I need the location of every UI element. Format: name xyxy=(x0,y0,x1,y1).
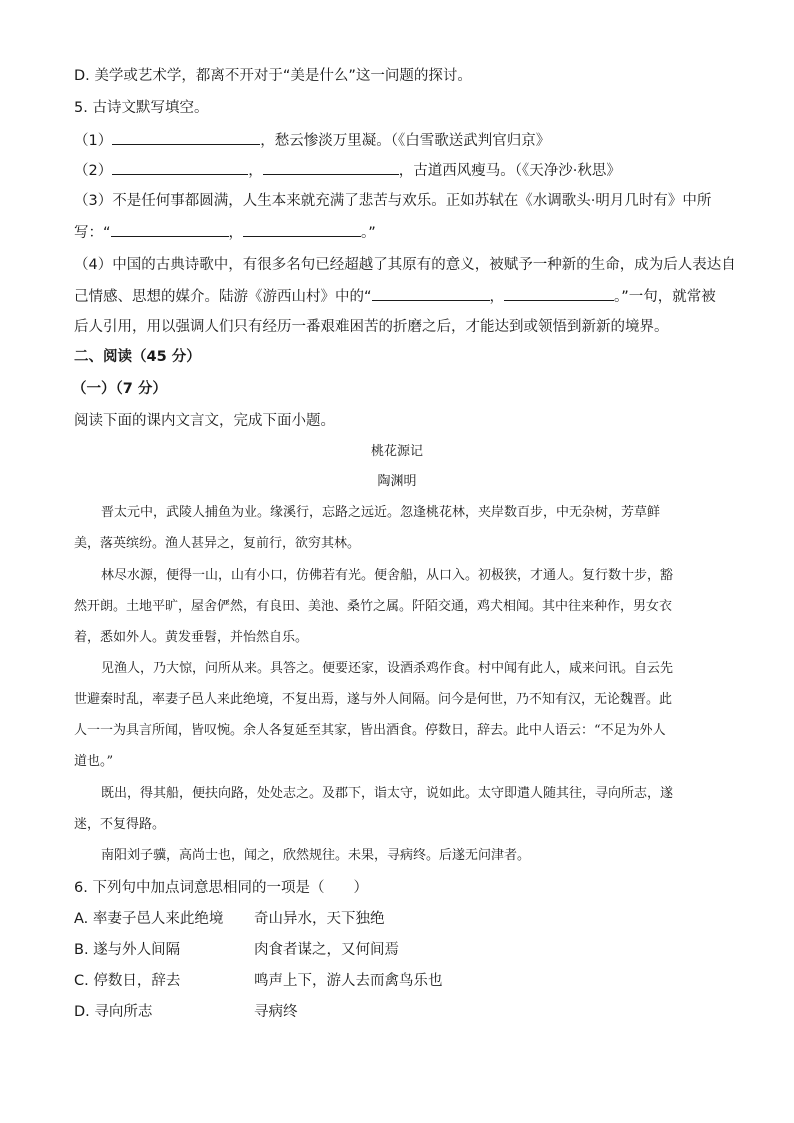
comma: ， xyxy=(228,225,244,241)
passage-line: 然开朗。土地平旷，屋舍俨然，有良田、美池、桑竹之属。阡陌交通，鸡犬相闻。其中往来种作，男女衣 xyxy=(74,599,673,614)
subsection-heading: （一）（7 分） xyxy=(72,381,167,397)
passage-line: 南阳刘子骥，高尚士也，闻之，欣然规往。未果，寻病终。后遂无问津者。 xyxy=(101,848,531,863)
passage-line: 人一一为具言所闻，皆叹惋。余人各复延至其家，皆出酒食。停数日，辞去。此中人语云：“不足为外人 xyxy=(74,723,666,738)
answer-blank[interactable] xyxy=(112,160,248,175)
q6-stem: 6. 下列句中加点词意思相同的一项是（ ） xyxy=(74,880,368,896)
q5-item-3-suffix: 。” xyxy=(361,225,376,241)
q5-item-3-line-1: （3）不是任何事都圆满，人生本来就充满了悲苦与欢乐。正如苏轼在《水调歌头·明月几时有》中所 xyxy=(74,193,712,209)
q5-item-4-line-3: 后人引用，用以强调人们只有经历一番艰难困苦的折磨之后，才能达到或领悟到新新的境界。 xyxy=(74,319,669,335)
option-label: C. 停数日，辞去 xyxy=(74,973,181,989)
option-pair: 肉食者谋之，又何间焉 xyxy=(254,942,399,958)
passage-line: 着，悉如外人。黄发垂髫，并怡然自乐。 xyxy=(74,630,309,645)
passage-line: 既出，得其船，便扶向路，处处志之。及郡下，诣太守，说如此。太守即遣人随其往，寻向所志，遂 xyxy=(101,786,674,801)
passage-line: 道也。” xyxy=(74,754,114,769)
q6-option-b[interactable] xyxy=(74,940,399,960)
option-pair: 鸣声上下，游人去而禽鸟乐也 xyxy=(254,973,443,989)
q5-item-3-prefix: 写：“ xyxy=(74,225,111,241)
option-pair: 寻病终 xyxy=(254,1004,298,1020)
q6-option-c[interactable] xyxy=(74,971,443,991)
q5-item-2 xyxy=(74,160,621,181)
q5-item-1 xyxy=(74,130,550,151)
q5-item-4-suffix: 。”一句，就常被 xyxy=(614,289,716,305)
passage-line: 晋太元中，武陵人捕鱼为业。缘溪行，忘路之远近。忽逢桃花林，夹岸数百步，中无杂树，芳草鲜 xyxy=(101,505,661,520)
option-label: A. 率妻子邑人来此绝境 xyxy=(74,911,224,927)
option-label: D. 寻向所志 xyxy=(74,1004,153,1020)
passage-line: 世避秦时乱，率妻子邑人来此绝境，不复出焉，遂与外人间隔。问今是何世，乃不知有汉，无论魏晋。此 xyxy=(74,692,673,707)
passage-line: 迷，不复得路。 xyxy=(74,817,166,832)
answer-blank[interactable] xyxy=(112,130,260,145)
q5-item-4-prefix: 己情感、思想的媒介。陆游《游西山村》中的“ xyxy=(74,289,372,305)
option-label: B. 遂与外人间隔 xyxy=(74,942,181,958)
q5-item-2-text: ，古道西风瘦马。（《天净沙·秋思》 xyxy=(398,163,621,179)
option-pair: 奇山异水，天下独绝 xyxy=(254,911,385,927)
q4-option-d: D. 美学或艺术学，都离不开对于“美是什么”这一问题的探讨。 xyxy=(74,68,472,84)
reading-instruction: 阅读下面的课内文言文，完成下面小题。 xyxy=(74,413,335,429)
answer-blank[interactable] xyxy=(504,286,614,301)
comma: ， xyxy=(248,163,263,179)
passage-line: 林尽水源，便得一山，山有小口，仿佛若有光。便舍船，从口入。初极狭，才通人。复行数十步，豁 xyxy=(101,568,674,583)
passage-title: 桃花源记 xyxy=(370,444,423,459)
q5-item-4-line-1: （4）中国的古典诗歌中，有很多名句已经超越了其原有的意义，被赋予一种新的生命，成为后人表达自 xyxy=(74,257,736,273)
section-heading: 二、阅读（45 分） xyxy=(74,349,201,365)
q5-item-1-number: （1） xyxy=(74,133,113,149)
q5-item-4-line-2 xyxy=(74,286,716,307)
q6-option-a[interactable] xyxy=(74,909,385,929)
comma: ， xyxy=(489,289,505,305)
answer-blank[interactable] xyxy=(243,222,361,237)
q5-title: 5. 古诗文默写填空。 xyxy=(74,100,209,116)
q5-item-3-line-2 xyxy=(74,222,376,243)
q6-option-d[interactable] xyxy=(74,1002,298,1022)
answer-blank[interactable] xyxy=(111,222,229,237)
answer-blank[interactable] xyxy=(372,286,490,301)
passage-line: 见渔人，乃大惊，问所从来。具答之。便要还家，设酒杀鸡作食。村中闻有此人，咸来问讯。自云先 xyxy=(101,661,674,676)
passage-author: 陶渊明 xyxy=(377,474,417,489)
passage-line: 美，落英缤纷。渔人甚异之，复前行，欲穷其林。 xyxy=(74,536,361,551)
q5-item-1-text: ，愁云惨淡万里凝。（《白雪歌送武判官归京》 xyxy=(260,133,551,149)
answer-blank[interactable] xyxy=(263,160,399,175)
q5-item-2-number: （2） xyxy=(74,163,113,179)
